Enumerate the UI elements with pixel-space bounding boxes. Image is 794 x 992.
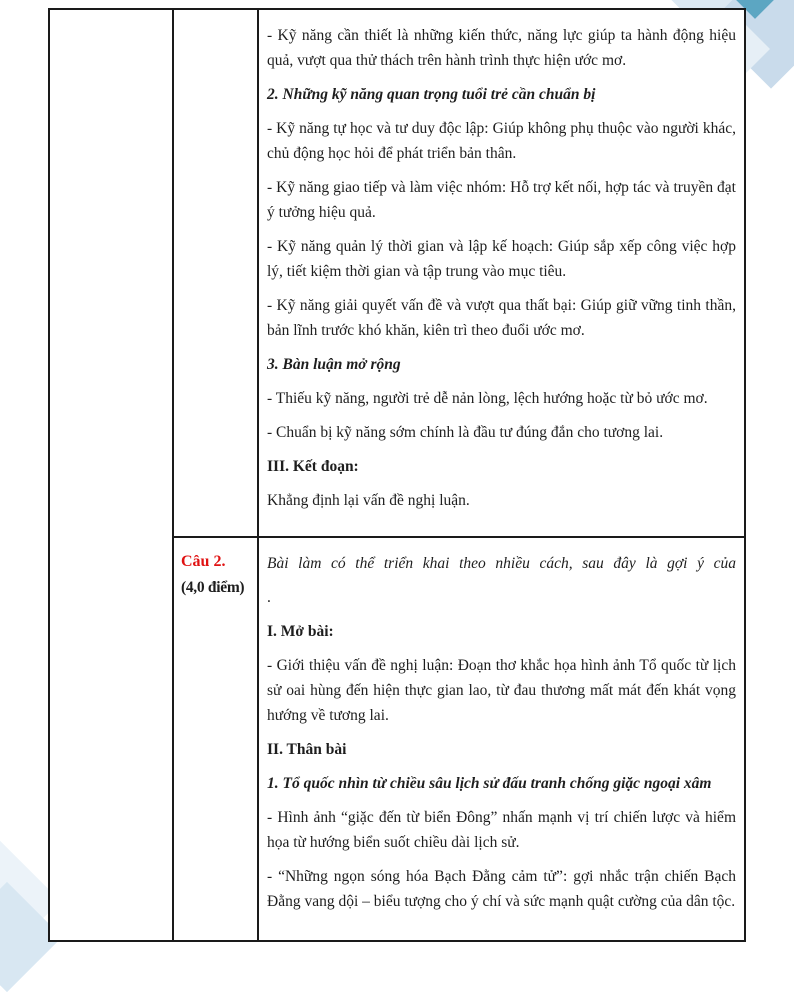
answer-paragraph: - “Những ngọn sóng hóa Bạch Đằng cảm tử”: gợi nhắc trận chiến Bạch Đằng vang dội – biểu tượng cho ý chí và sức mạnh quật cường của dân tộc. xyxy=(267,868,736,910)
answer-paragraph: - Kỹ năng quản lý thời gian và lập kế hoạch: Giúp sắp xếp công việc hợp lý, tiết kiệm thời gian và tập trung vào mục tiêu. xyxy=(267,238,736,280)
answer-paragraph: - Giới thiệu vấn đề nghị luận: Đoạn thơ khắc họa hình ảnh Tổ quốc từ lịch sử oai hùng đến hiện thực gian lao, từ đau thương mất mát đến khát vọng hướng về tương lai. xyxy=(267,657,736,724)
section-heading-bold: I. Mở bài: xyxy=(267,623,334,640)
section-heading-bold-italic: 3. Bàn luận mở rộng xyxy=(267,356,401,373)
answer-content-cell-row1 xyxy=(259,10,744,538)
answer-paragraph: - Kỹ năng cần thiết là những kiến thức, năng lực giúp ta hành động hiệu quả, vượt qua thử thách trên hành trình thực hiện ước mơ. xyxy=(267,27,736,69)
question-label-cell-row2 xyxy=(174,538,259,940)
table-left-column-empty-cell xyxy=(50,10,174,940)
section-heading-bold: II. Thân bài xyxy=(267,741,347,758)
question-label-cell-row1 xyxy=(174,10,259,538)
answer-paragraph: - Chuẩn bị kỹ năng sớm chính là đầu tư đúng đắn cho tương lai. xyxy=(267,424,664,441)
answer-paragraph: Khẳng định lại vấn đề nghị luận. xyxy=(267,492,470,509)
answer-paragraph: - Kỹ năng giao tiếp và làm việc nhóm: Hỗ trợ kết nối, hợp tác và truyền đạt ý tưởng hiệu quả. xyxy=(267,179,736,221)
orphan-period-line: . xyxy=(267,589,271,606)
answer-content-cell-row2 xyxy=(259,538,744,940)
section-heading-bold: III. Kết đoạn: xyxy=(267,458,359,475)
section-heading-bold-italic: 2. Những kỹ năng quan trọng tuổi trẻ cần chuẩn bị xyxy=(267,86,596,103)
question-points: (4,0 điểm) xyxy=(181,579,245,596)
answer-intro-italic: Bài làm có thể triển khai theo nhiều cách, sau đây là gợi ý của xyxy=(267,555,736,572)
section-heading-bold-italic: 1. Tổ quốc nhìn từ chiều sâu lịch sử đấu tranh chống giặc ngoại xâm xyxy=(267,775,712,792)
answer-paragraph: - Hình ảnh “giặc đến từ biển Đông” nhấn mạnh vị trí chiến lược và hiểm họa từ hướng biển suốt chiều dài lịch sử. xyxy=(267,809,736,851)
answer-paragraph: - Kỹ năng tự học và tư duy độc lập: Giúp không phụ thuộc vào người khác, chủ động học hỏi để phát triển bản thân. xyxy=(267,120,736,162)
answer-paragraph: - Kỹ năng giải quyết vấn đề và vượt qua thất bại: Giúp giữ vững tinh thần, bản lĩnh trước khó khăn, kiên trì theo đuổi ước mơ. xyxy=(267,297,736,339)
answer-paragraph: - Thiếu kỹ năng, người trẻ dễ nản lòng, lệch hướng hoặc từ bỏ ước mơ. xyxy=(267,390,708,407)
answer-key-table xyxy=(48,8,746,942)
question-number: Câu 2. xyxy=(181,553,226,570)
